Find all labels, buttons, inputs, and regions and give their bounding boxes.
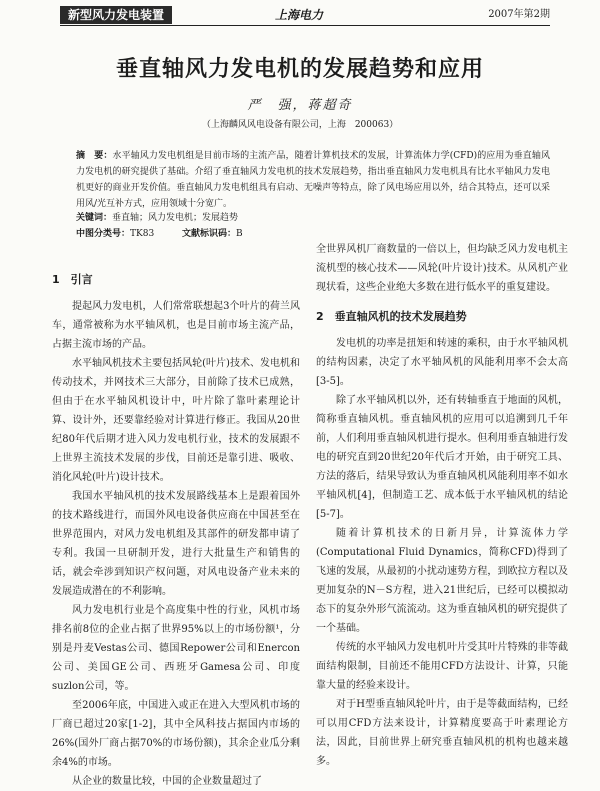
paragraph: 随着计算机技术的日新月异，计算流体力学(Computational Fluid Dynamics，简称CFD)得到了飞速的发展，从最初的小扰动速势方程，到欧拉方程以及更加复杂的N－S方程，进入21世纪后，已经可以模拟动态下的复杂外形气流流动。这为垂直轴风机的研究提供了一个基础。 [316, 528, 568, 634]
right-column [316, 240, 568, 771]
abstract-text: 水平轴风力发电机组是目前市场的主流产品，随着计算机技术的发展，计算流体力学(CFD)的应用为垂直轴风力发电机的研究提供了基础。介绍了垂直轴风力发电机的技术发展趋势，指出垂直轴风力发电机具有比水平轴风力发电机更好的商业开发价值。垂直轴风力发电机组具有启动、无噪声等特点，除了风电场应用以外，结合其特点，还可以采用风/光互补方式，应用领域十分宽广。 [76, 151, 550, 209]
doc-code-value: B [235, 229, 243, 239]
authors: 严 强，蒋超奇 [247, 98, 353, 113]
classification [76, 227, 243, 241]
paragraph: 从企业的数量比较，中国的企业数量超过了 [72, 776, 262, 787]
doc-code-label: 文献标识码： [181, 229, 236, 239]
keywords-label: 关键词： [76, 213, 113, 223]
paragraph: 水平轴风机技术主要包括风轮(叶片)技术、发电机和传动技术，并网技术三大部分，目前除了技术已成熟，但由于在水平轴风机设计中，叶片除了靠叶素理论计算、设计外，还要靠经验对计算进行修正。我国从20世纪80年代后期才进入风力发电机行业，技术的发展跟不上世界主流技术发展的步伐，目前还是靠引进、吸收、消化风轮(叶片)设计技术。 [52, 358, 300, 483]
affiliation: （上海麟风风电设备有限公司，上海 200063） [201, 120, 399, 130]
paragraph-continued: 全世界风机厂商数量的一倍以上，但均缺乏风力发电机主流机型的核心技术——风轮(叶片设计)技术。从风机产业现状看，这些企业绝大多数在进行低水平的重复建设。 [316, 244, 568, 293]
running-header [60, 6, 550, 26]
abstract-label: 摘 要： [76, 151, 113, 161]
paragraph: 传统的水平轴风力发电机叶片受其叶片特殊的非等截面结构限制，目前还不能用CFD方法设计、计算，只能靠大量的经验来设计。 [316, 642, 568, 691]
paragraph: 发电机的功率是扭矩和转速的乘积，由于水平轴风机的结构因素，决定了水平轴风机的风能利用率不会太高[3-5]。 [316, 338, 568, 387]
paragraph: 风力发电机行业是个高度集中性的行业，风机市场排名前8位的企业占据了世界95%以上的市场份额¹，分别是丹麦Vestas公司、德国Repower公司和Enercon公司、美国GE公司、西班牙Gamesa公司、印度suzlon公司，等。 [52, 605, 300, 692]
abstract [76, 148, 550, 212]
clc-value: TK83 [130, 229, 155, 239]
article-title: 垂直轴风力发电机的发展趋势和应用 [115, 57, 484, 82]
paragraph: 对于H型垂直轴风轮叶片，由于是等截面结构，已经可以用CFD方法来设计，计算精度要高于叶素理论方法，因此，目前世界上研究垂直轴风机的机构也越来越多。 [316, 699, 568, 767]
section-heading-1: 1 引言 [52, 273, 93, 286]
section-heading-2: 2 垂直轴风机的技术发展趋势 [316, 310, 467, 323]
paragraph: 我国水平轴风机的技术发展路线基本上是跟着国外的技术路线进行，而国外风电设备供应商在中国甚至在世界范围内，对风力发电机组及其部件的研发都申请了专利。我国一旦研制开发，进行大批量生产和销售的话，就会牵涉到知识产权问题，对风电设备产业未来的发展造成潜在的不利影响。 [52, 491, 300, 597]
keywords [76, 211, 238, 225]
issue-number: 2007年第2期 [488, 9, 550, 20]
column-tag: 新型风力发电装置 [60, 6, 172, 24]
paragraph: 除了水平轴风机以外，还有转轴垂直于地面的风机，简称垂直轴风机。垂直轴风机的应用可以追溯到几千年前，人们利用垂直轴风机进行提水。但利用垂直轴进行发电的研究直到20世纪20年代后才开始，由于研究工具、方法的落后，结果导致认为垂直轴风机风能利用率不如水平轴风机[4]，但制造工艺、成本低于水平轴风机的结论[5-7]。 [316, 395, 568, 520]
clc-label: 中图分类号： [76, 229, 131, 239]
journal-name: 上海电力 [275, 8, 324, 22]
left-column [52, 260, 300, 791]
paragraph: 至2006年底，中国进入或正在进入大型风机市场的厂商已超过20家[1-2]，其中全风科技占据国内市场的26%(国外厂商占据70%的市场份额)，其余企业瓜分剩余4%的市场。 [52, 700, 300, 768]
keywords-text: 垂直轴；风力发电机；发展趋势 [112, 213, 239, 223]
paragraph: 提起风力发电机，人们常常联想起3个叶片的荷兰风车，通常被称为水平轴风机，也是目前市场主流产品，占据主流市场的产品。 [52, 301, 300, 350]
